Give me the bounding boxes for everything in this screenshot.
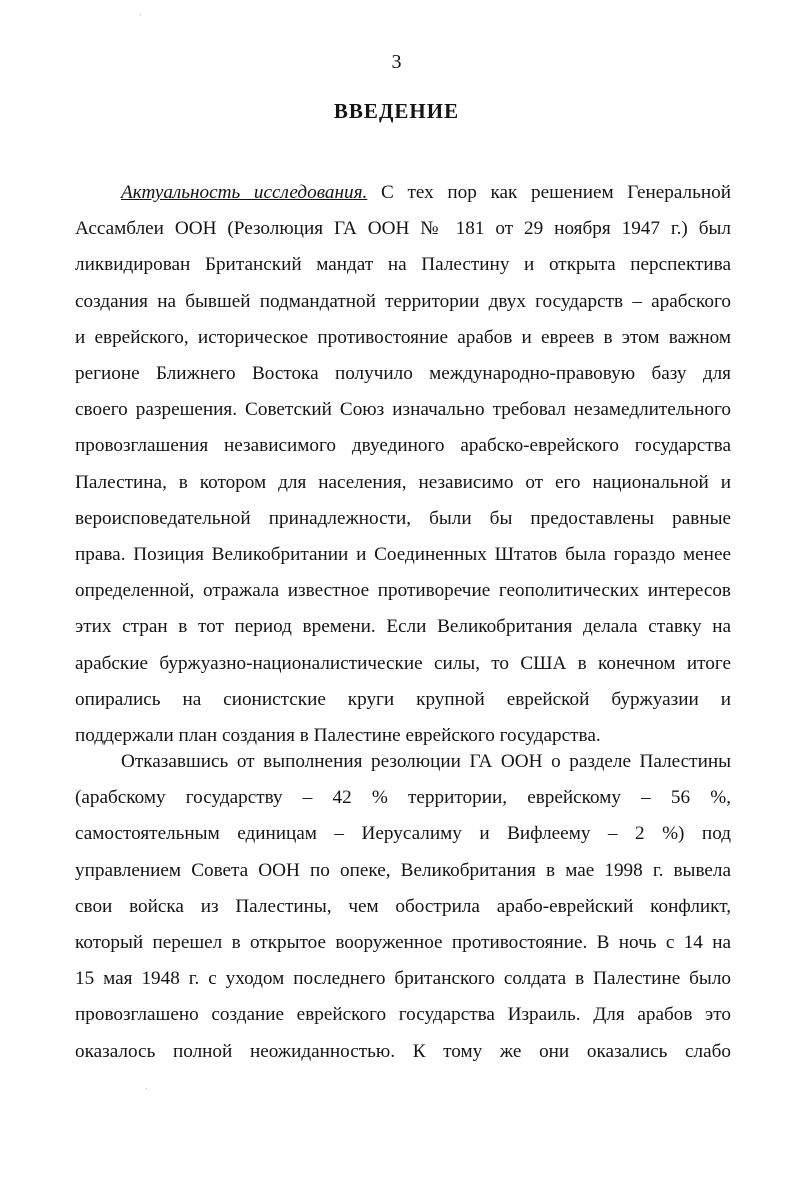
paragraph-line: создания на бывшей подмандатной территории двух государств – арабского [75,290,731,312]
paragraph-relevance [75,175,731,754]
paragraph-line: который перешел в открытое вооруженное противостояние. В ночь с 14 на [75,932,731,954]
paragraph-line: этих стран в тот период времени. Если Великобритания делала ставку на [75,616,731,638]
paragraph-line: регионе Ближнего Востока получило международно-правовую базу для [75,363,731,385]
paragraph-line: своего разрешения. Советский Союз изначально требовал незамедлительного [75,399,731,421]
scan-speck [146,1088,147,1089]
page-number: 3 [391,51,402,73]
section-heading: ВВЕДЕНИЕ [333,99,460,123]
paragraph-lead-phrase: Актуальность исследования. [121,182,368,203]
paragraph-line: и еврейского, историческое противостояние арабов и евреев в этом важном [75,326,731,348]
scan-speck [140,14,141,15]
paragraph-line: арабские буржуазно-националистические силы, то США в конечном итоге [75,652,731,674]
paragraph-line: определенной, отражала известное противоречие геополитических интересов [75,580,731,602]
paragraph-line-text: С тех пор как решением Генеральной [367,182,731,203]
paragraph-line: ликвидирован Британский мандат на Палестину и открыта перспектива [75,254,731,276]
paragraph-line [75,175,731,211]
paragraph-line: провозглашения независимого двуединого арабско-еврейского государства [75,435,731,457]
paragraph-line: провозглашено создание еврейского государства Израиль. Для арабов это [75,1004,731,1026]
paragraph-line: (арабскому государству – 42 % территории, еврейскому – 56 %, [75,787,731,809]
paragraph-line: опирались на сионистские круги крупной еврейской буржуазии и [75,688,731,710]
paragraph-line: свои войска из Палестины, чем обострила арабо-еврейский конфликт, [75,895,731,917]
paragraph-line: 15 мая 1948 г. с уходом последнего британского солдата в Палестине было [75,968,731,990]
paragraph-line: Отказавшись от выполнения резолюции ГА ООН о разделе Палестины [121,751,731,772]
paragraph-line: поддержали план создания в Палестине еврейского государства. [75,725,601,747]
paragraph-line: самостоятельным единицам – Иерусалиму и Вифлеему – 2 %) под [75,823,731,845]
paragraph-line: права. Позиция Великобритании и Соединенных Штатов была гораздо менее [75,544,731,566]
paragraph-line: Ассамблеи ООН (Резолюция ГА ООН № 181 от 29 ноября 1947 г.) был [75,218,731,240]
paragraph-withdrawal [75,744,731,1070]
paragraph-line: управлением Совета ООН по опеке, Великобритания в мае 1998 г. вывела [75,859,731,881]
paragraph-line: Палестина, в котором для населения, независимо от его национальной и [75,471,731,493]
paragraph-line: вероисповедательной принадлежности, были бы предоставлены равные [75,507,731,529]
paragraph-line: оказалось полной неожиданностью. К тому же они оказались слабо [75,1040,731,1062]
